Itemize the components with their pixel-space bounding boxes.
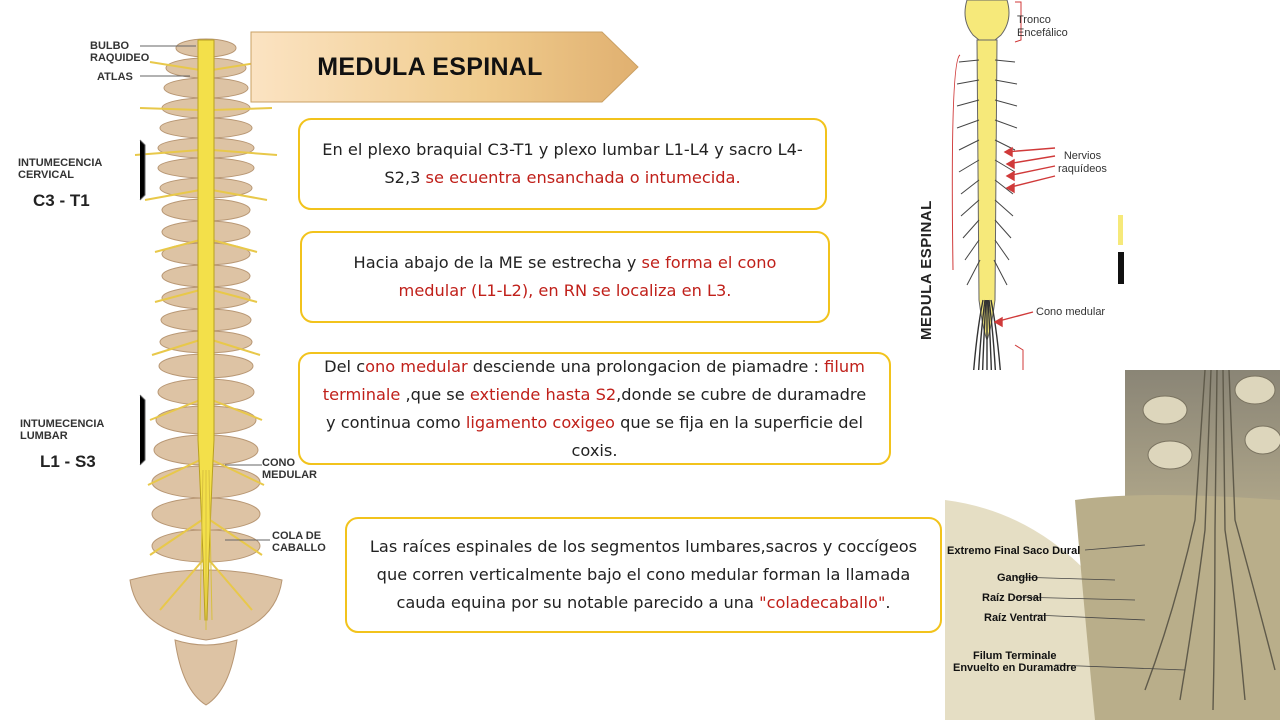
note3-highlight-s2: extiende hasta S2: [469, 384, 617, 404]
note3-highlight-ligamento: ligamento coxigeo: [465, 412, 615, 432]
page-title: MEDULA ESPINAL: [317, 52, 543, 81]
note1-text: En el plexo braquial C3-T1 y plexo lumbar L1-L4 y sacro L4-S2,3: [322, 140, 803, 187]
label-saco-dural: Extremo Final Saco Dural: [947, 545, 1081, 557]
note3-text-a: Del c: [324, 356, 366, 376]
note2-text: Hacia abajo de la ME se estrecha y: [353, 253, 642, 272]
label-intumecencia-lumbar: INTUMECENCIA LUMBAR: [20, 418, 105, 442]
label-raiz-ventral: Raíz Ventral: [984, 612, 1047, 624]
label-cola-de-caballo: COLA DE CABALLO: [272, 530, 326, 554]
label-tronco-encefalico: Tronco Encefálico: [1017, 14, 1068, 39]
note4-text: Las raíces espinales de los segmentos lumbares,sacros y coccígeos que corren verticalmente bajo el cono medular forman la llamada cauda equina por su notable parecido a una: [369, 537, 918, 612]
note3-text-c: ,que se: [400, 384, 470, 404]
note-cauda-equina: [345, 517, 942, 633]
label-c3-t1: C3 - T1: [33, 191, 90, 210]
note4-end: .: [885, 593, 891, 612]
title-banner: [250, 31, 640, 103]
yellow-mark: [1118, 215, 1123, 245]
black-mark: [1118, 252, 1124, 284]
note1-highlight: se ecuentra ensanchada o intumecida.: [425, 168, 741, 187]
note-intumecencia: [298, 118, 827, 210]
note-cono-medular: [300, 231, 830, 323]
note3-text-e: que se fija en la superficie del coxis.: [571, 412, 863, 460]
note-filum-terminale: [298, 352, 891, 465]
label-l1-s3: L1 - S3: [40, 452, 96, 471]
label-cono-medular-diagram: Cono medular: [1036, 306, 1106, 318]
label-nervios-raquideos: Nervios raquídeos: [1058, 150, 1107, 175]
label-ganglio: Ganglio: [997, 572, 1038, 584]
spine-drawing: [0, 0, 345, 720]
label-raiz-dorsal: Raíz Dorsal: [982, 592, 1042, 604]
note4-highlight: "coladecaballo": [759, 593, 886, 612]
label-cono-medular: CONO MEDULAR: [262, 457, 317, 481]
note3-highlight-cono: ono medular: [365, 356, 468, 376]
note3-text-d: ,donde se cubre de duramadre y continua como: [326, 384, 867, 432]
label-atlas: ATLAS: [97, 71, 133, 83]
note2-highlight: se forma el cono medular (L1-L2), en RN se localiza en L3.: [398, 253, 777, 300]
diagram-vertical-title: MEDULA ESPINAL: [918, 200, 935, 340]
label-filum-terminale: Filum Terminale Envuelto en Duramadre: [953, 650, 1077, 674]
note3-text-b: desciende una prolongacion de piamadre :: [467, 356, 825, 376]
label-bulbo-raquideo: BULBO RAQUIDEO: [90, 40, 150, 64]
note3-highlight-filum: filum terminale: [322, 356, 865, 404]
spine-illustration: [0, 0, 345, 720]
label-intumecencia-cervical: INTUMECENCIA CERVICAL: [18, 157, 103, 181]
sacrum-dissection-photo: [945, 370, 1280, 720]
